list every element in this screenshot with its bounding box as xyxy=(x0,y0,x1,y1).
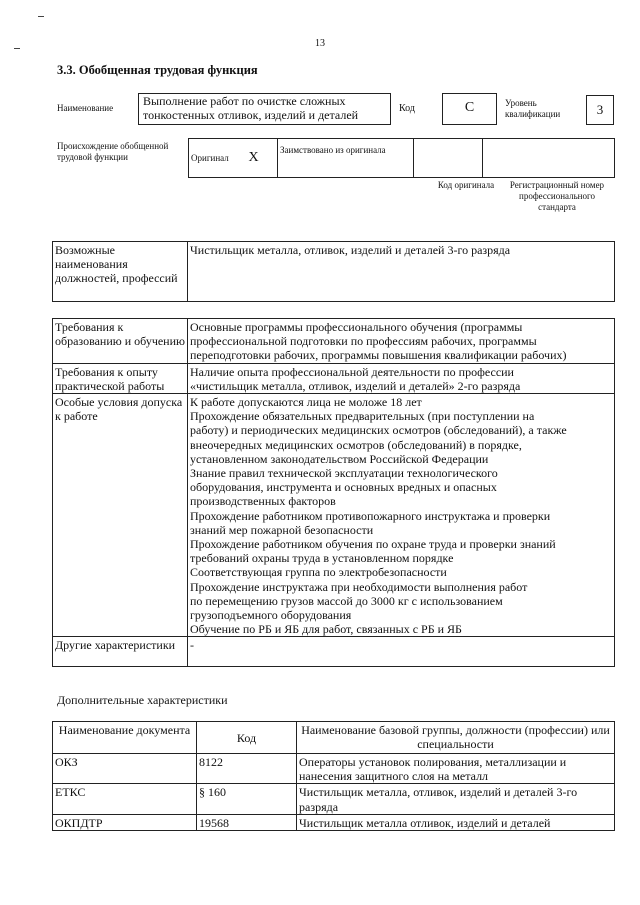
original-cell xyxy=(189,139,247,178)
positions-label: Возможные наименования должностей, профессий xyxy=(53,242,188,302)
code-value-box xyxy=(442,93,497,125)
row-code: § 160 xyxy=(197,784,297,814)
req-line: оборудования, инструмента и основных вредных и опасных xyxy=(190,480,497,495)
origin-table xyxy=(188,138,615,178)
additional-header-row xyxy=(53,722,615,754)
req-row-experience xyxy=(53,363,615,393)
level-value-box xyxy=(586,95,614,125)
row-code: 19568 xyxy=(197,814,297,830)
req-value-experience xyxy=(188,363,615,393)
req-value-education xyxy=(188,319,615,364)
req-line: установленном законодательством Российской Федерации xyxy=(190,451,489,466)
origin-label: Происхождение обобщенной трудовой функции xyxy=(57,141,169,162)
original-mark-cell xyxy=(247,139,278,178)
level-value: 3 xyxy=(596,102,604,117)
row-name: Операторы установок полирования, металлизации и нанесения защитного слоя на металл xyxy=(297,754,615,784)
code-label: Код xyxy=(399,103,415,114)
row-name: Чистильщик металла, отливок, изделий и деталей 3-го разряда xyxy=(297,784,615,814)
req-line: по перемещению грузов массой до 3000 кг с использованием xyxy=(190,593,503,608)
reg-number-cell xyxy=(483,139,615,178)
req-line: знаний мер пожарной безопасности xyxy=(190,522,374,537)
req-line: - xyxy=(190,638,194,653)
row-code: 8122 xyxy=(197,754,297,784)
section-title: 3.3. Обобщенная трудовая функция xyxy=(57,63,258,77)
table-row xyxy=(53,754,615,784)
positions-value: Чистильщик металла, отливок, изделий и деталей 3-го разряда xyxy=(188,242,615,302)
reg-number-caption: Регистрационный номер профессионального стандарта xyxy=(509,180,605,212)
header-code: Код xyxy=(197,722,297,754)
original-label: Оригинал xyxy=(191,153,229,164)
req-line: переподготовки рабочих, программы повышения квалификации рабочих) xyxy=(190,348,567,363)
req-line: грузоподъемного оборудования xyxy=(190,608,352,623)
header-name: Наименование базовой группы, должности (профессии) или специальности xyxy=(297,722,615,754)
row-doc: ЕТКС xyxy=(53,784,197,814)
row-doc: ОКПДТР xyxy=(53,814,197,830)
req-line: Прохождение обязательных предварительных (при поступлении на xyxy=(190,409,535,424)
req-line: Наличие опыта профессиональной деятельности по профессии xyxy=(190,364,514,379)
name-label: Наименование xyxy=(57,103,114,113)
original-code-caption: Код оригинала xyxy=(437,180,495,190)
name-value: Выполнение работ по очистке сложных тонкостенных отливок, изделий и деталей xyxy=(143,94,359,122)
req-row-other xyxy=(53,637,615,667)
req-line: Обучение по РБ и ЯБ для работ, связанных с РБ и ЯБ xyxy=(190,622,462,637)
additional-title: Дополнительные характеристики xyxy=(57,693,228,707)
req-value-conditions xyxy=(188,394,615,637)
req-line: профессиональной подготовки по профессиям рабочих, программы xyxy=(190,334,537,349)
row-name: Чистильщик металла отливок, изделий и деталей xyxy=(297,814,615,830)
req-line: Прохождение инструктажа при необходимости выполнения работ xyxy=(190,579,528,594)
code-value: C xyxy=(464,100,475,115)
req-label-education: Требования к образованию и обучению xyxy=(53,319,188,364)
req-line: Прохождение работником обучения по охране труда и проверки знаний xyxy=(190,537,556,552)
table-row xyxy=(53,814,615,830)
name-value-box xyxy=(138,93,391,125)
original-mark: X xyxy=(248,150,259,166)
requirements-table xyxy=(52,318,615,667)
margin-mark-top xyxy=(38,16,44,17)
additional-table xyxy=(52,721,615,831)
req-row-education xyxy=(53,319,615,364)
req-value-other xyxy=(188,637,615,667)
page-number: 13 xyxy=(315,38,325,49)
req-label-other: Другие характеристики xyxy=(53,637,188,667)
positions-table xyxy=(52,241,615,302)
row-doc: ОКЗ xyxy=(53,754,197,784)
original-code-cell xyxy=(414,139,483,178)
req-line: работу) и периодических медицинских осмотров (обследований), а также xyxy=(190,423,567,438)
req-line: К работе допускаются лица не моложе 18 лет xyxy=(190,395,422,410)
req-line: Основные программы профессионального обучения (программы xyxy=(190,320,523,334)
req-line: Прохождение работником противопожарного инструктажа и проверки xyxy=(190,508,551,523)
req-label-conditions: Особые условия допуска к работе xyxy=(53,394,188,637)
req-line: производственных факторов xyxy=(190,494,336,509)
table-row xyxy=(53,784,615,814)
req-line: «чистильщик металла, отливок, изделий и деталей» 2-го разряда xyxy=(190,378,521,393)
req-line: Соответствующая группа по электробезопасности xyxy=(190,565,447,580)
req-line: Знание правил технической эксплуатации технологического xyxy=(190,466,498,481)
level-label: Уровень квалификации xyxy=(505,98,561,119)
borrowed-cell xyxy=(278,139,414,178)
borrowed-label: Заимствовано из оригинала xyxy=(280,145,386,155)
req-label-experience: Требования к опыту практической работы xyxy=(53,363,188,393)
header-doc: Наименование документа xyxy=(53,722,197,754)
req-line: требований охраны труда в установленном порядке xyxy=(190,551,454,566)
req-row-conditions xyxy=(53,394,615,637)
req-line: внеочередных медицинских осмотров (обследований) в порядке, xyxy=(190,437,522,452)
